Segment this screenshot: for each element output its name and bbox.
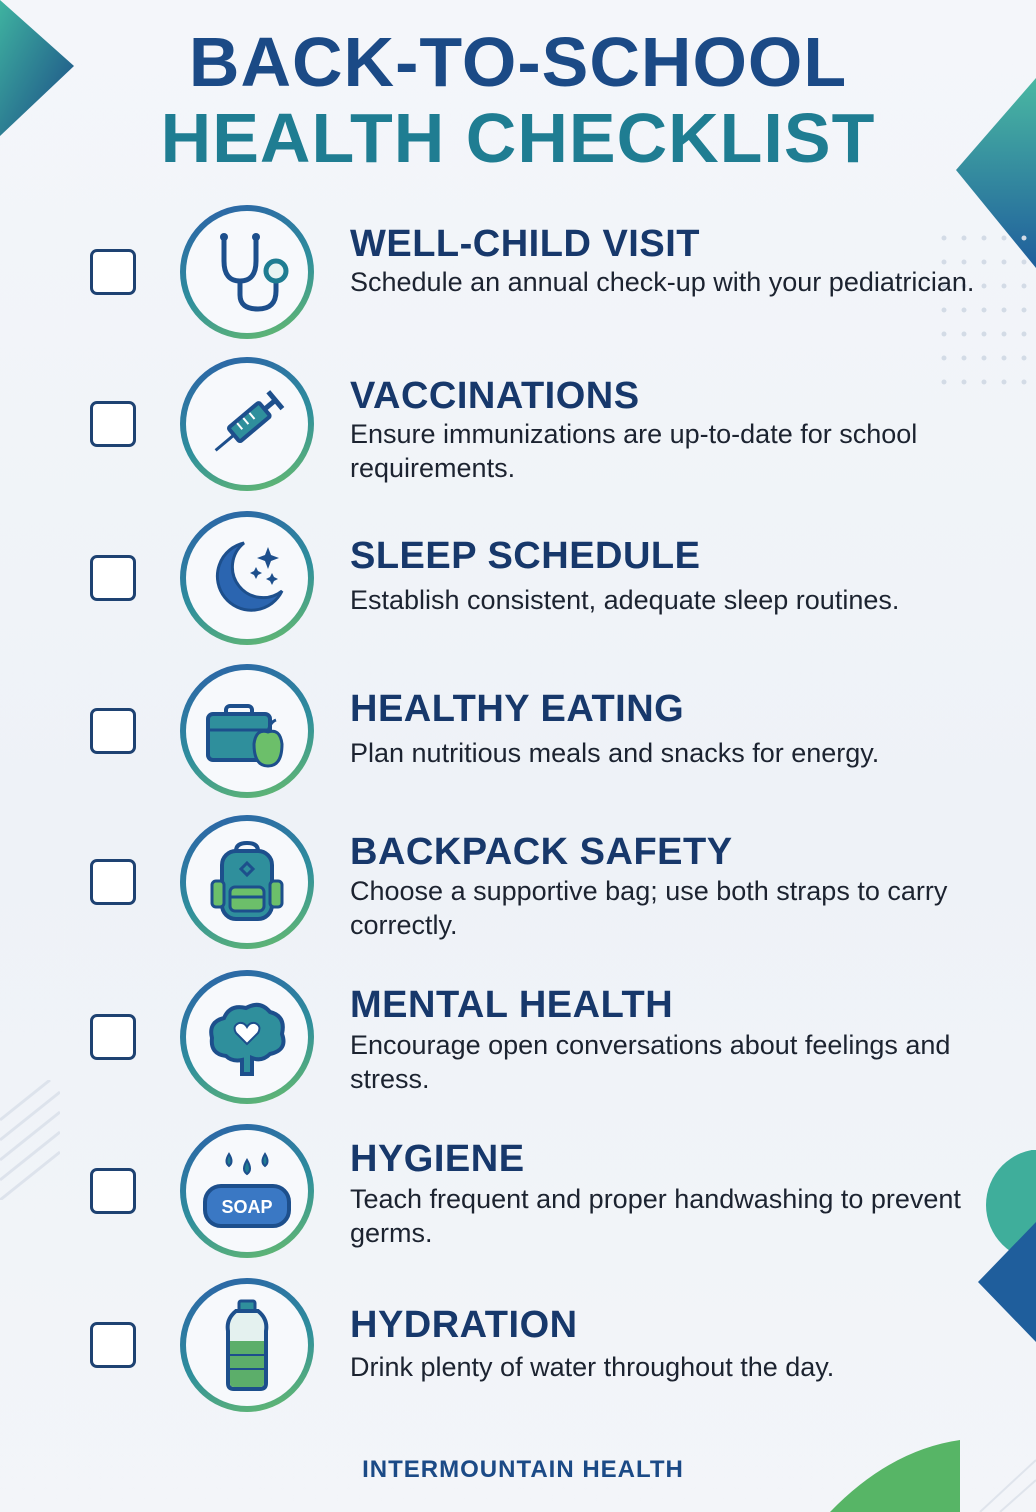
item-description: Plan nutritious meals and snacks for energy. — [350, 738, 880, 768]
item-title: MENTAL HEALTH — [350, 984, 674, 1026]
checklist-item-healthy-eating — [0, 664, 1036, 804]
item-title: HEALTHY EATING — [350, 688, 685, 730]
icon-circle — [180, 664, 314, 798]
water-bottle-icon — [202, 1297, 292, 1393]
checkbox-healthy-eating[interactable] — [90, 708, 136, 754]
page-title-line2: HEALTH CHECKLIST — [160, 99, 876, 177]
item-title: HYGIENE — [350, 1138, 525, 1180]
icon-circle — [180, 1124, 314, 1258]
checklist-item-sleep-schedule — [0, 511, 1036, 651]
soap-label: SOAP — [221, 1197, 273, 1217]
checkbox-sleep-schedule[interactable] — [90, 555, 136, 601]
checklist-item-backpack-safety — [0, 815, 1036, 955]
item-title: BACKPACK SAFETY — [350, 831, 733, 873]
icon-circle — [180, 1278, 314, 1412]
item-title: SLEEP SCHEDULE — [350, 535, 701, 577]
checklist-item-vaccinations — [0, 357, 1036, 497]
stethoscope-icon — [202, 227, 292, 317]
item-description: Encourage open conversations about feelings and stress. — [350, 1030, 951, 1094]
checkbox-hydration[interactable] — [90, 1322, 136, 1368]
checklist-item-hydration — [0, 1278, 1036, 1418]
item-description: Ensure immunizations are up-to-date for school requirements. — [350, 419, 918, 483]
moon-stars-icon — [202, 533, 292, 623]
lunchbox-apple-icon — [202, 686, 292, 776]
checklist-item-mental-health — [0, 970, 1036, 1110]
footer-brand: INTERMOUNTAIN HEALTH — [362, 1456, 684, 1483]
icon-circle — [180, 511, 314, 645]
soap-icon — [199, 1146, 295, 1236]
syringe-icon — [202, 379, 292, 469]
item-description: Schedule an annual check-up with your pediatrician. — [350, 267, 975, 297]
item-title: VACCINATIONS — [350, 375, 640, 417]
checkbox-vaccinations[interactable] — [90, 401, 136, 447]
icon-circle — [180, 815, 314, 949]
backpack-icon — [202, 837, 292, 927]
page-title-line1: BACK-TO-SCHOOL — [188, 23, 848, 101]
item-description: Choose a supportive bag; use both straps to carry correctly. — [350, 876, 948, 940]
item-description: Drink plenty of water throughout the day. — [350, 1352, 835, 1382]
checklist-item-hygiene — [0, 1124, 1036, 1264]
brain-heart-icon — [202, 992, 292, 1082]
checkbox-mental-health[interactable] — [90, 1014, 136, 1060]
icon-circle — [180, 205, 314, 339]
item-description: Teach frequent and proper handwashing to prevent germs. — [350, 1184, 961, 1248]
checkbox-backpack-safety[interactable] — [90, 859, 136, 905]
item-title: WELL-CHILD VISIT — [350, 223, 700, 265]
icon-circle — [180, 970, 314, 1104]
icon-circle — [180, 357, 314, 491]
checkbox-hygiene[interactable] — [90, 1168, 136, 1214]
checklist-item-well-child-visit — [0, 205, 1036, 345]
item-description: Establish consistent, adequate sleep routines. — [350, 585, 900, 615]
item-title: HYDRATION — [350, 1304, 578, 1346]
checkbox-well-child-visit[interactable] — [90, 249, 136, 295]
